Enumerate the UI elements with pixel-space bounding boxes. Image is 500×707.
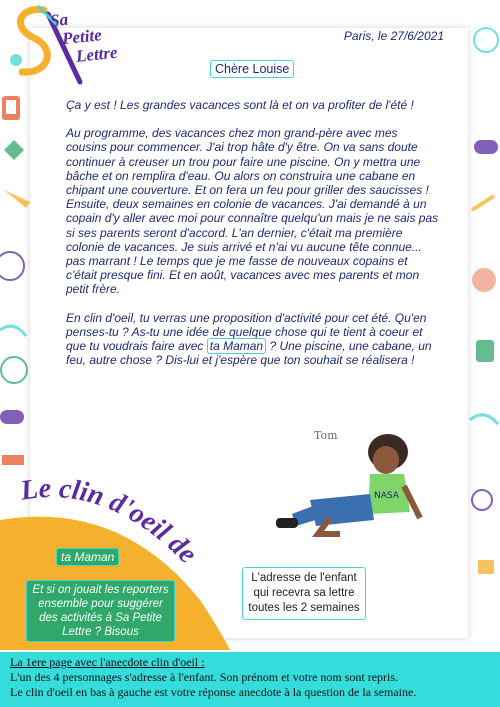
brand-line-2: Petite (61, 25, 103, 49)
address-note: L'adresse de l'enfant qui recevra sa lettre toutes les 2 semaines (242, 567, 366, 620)
paragraph-intro: Ça y est ! Les grandes vacances sont là et on va profiter de l'été ! (66, 98, 414, 112)
footer-heading: La 1ere page avec l'anecdote clin d'oeil : (10, 655, 205, 669)
toy-pattern-right (468, 0, 500, 600)
paragraph-clin (66, 311, 439, 368)
clin-message: Et si on jouait les reporters ensemble pour suggérer des activités à Sa Petite Lettre ? Bisous (26, 580, 175, 642)
paragraph-clin-start: En clin d'oeil, tu verras une proposition d'activité pour cet été. Qu'en penses-tu ? As-tu une idée de quelque chose qui te tient à coeur et que tu voudrais faire avec (66, 310, 427, 354)
boy-illustration (270, 430, 430, 540)
brand-line-3: Lettre (75, 42, 119, 66)
paragraph-clin-end: ? Une piscine, une cabane, un feu, autre chose ? Dis-lui et j'espère que ton souhait se réalisera ! (66, 339, 432, 368)
clin-person: ta Maman (56, 548, 119, 566)
brand-name (49, 5, 118, 68)
clin-title-text: Le clin d'oeil de (18, 472, 203, 570)
letter-date: Paris, le 27/6/2021 (343, 29, 444, 43)
footer-line-1: L'un des 4 personnages s'adresse à l'enfant. Son prénom et votre nom sont repris. (10, 670, 399, 684)
highlight-name: ta Maman (207, 338, 266, 354)
footer-notes (0, 652, 500, 707)
brand-line-1: Sa (49, 9, 70, 31)
signature: Tom (314, 429, 338, 442)
letter-body (66, 98, 439, 381)
paragraph-colony: Ensuite, deux semaines en colonie de vacances. J'ai demandé à un copain d'y aller avec moi pour connaître quelqu'un mais je ne sais pas si ses parents seront d'accord. L'an dernier, c'était ma première colonie de vacances. Je suis arrivé et n'ai vu aucune tête connue... pas marrant ! Le temps que je me fasse de nouveaux copains et c'était presque fini. Et en août, vacances avec mes parents et mon petit frère. (66, 197, 439, 297)
svg-text:NASA: NASA (374, 491, 399, 501)
footer-line-2: Le clin d'oeil en bas à gauche est votre réponse anecdote à la question de la semaine. (10, 685, 417, 699)
paragraph-program: Au programme, des vacances chez mon grand-père avec mes cousins pour commencer. J'ai trop hâte d'y être. On va sans doute continuer à creuser un trou pour faire une piscine. On y mettra une bâche et on remplira d'eau. Ou alors on construira une cabane en chipant une couverture. Et on fera un feu pour griller des saucisses ! (66, 126, 429, 198)
salutation: Chère Louise (210, 60, 294, 78)
